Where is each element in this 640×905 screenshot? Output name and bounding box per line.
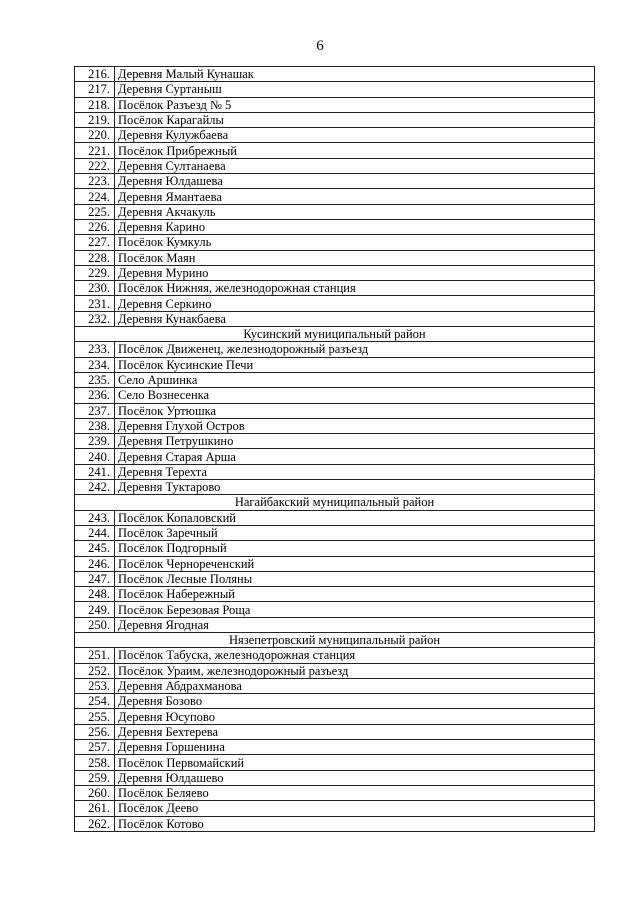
table-row <box>75 112 595 127</box>
row-number: 249. <box>75 602 115 617</box>
table-row <box>75 801 595 816</box>
row-number: 246. <box>75 556 115 571</box>
settlement-name: Посёлок Разъезд № 5 <box>115 97 595 112</box>
table-row <box>75 372 595 387</box>
table-row <box>75 418 595 433</box>
table-row <box>75 235 595 250</box>
settlement-name: Деревня Петрушкино <box>115 434 595 449</box>
row-number: 223. <box>75 174 115 189</box>
table-row <box>75 464 595 479</box>
settlement-name: Посёлок Маян <box>115 250 595 265</box>
settlement-name: Село Вознесенка <box>115 388 595 403</box>
settlement-name: Посёлок Первомайский <box>115 755 595 770</box>
row-number: 230. <box>75 281 115 296</box>
settlement-name: Посёлок Деево <box>115 801 595 816</box>
row-number: 247. <box>75 571 115 586</box>
table-row <box>75 388 595 403</box>
settlement-name: Деревня Карино <box>115 219 595 234</box>
row-number: 228. <box>75 250 115 265</box>
settlement-name: Деревня Глухой Остров <box>115 418 595 433</box>
settlement-name: Деревня Суртаныш <box>115 82 595 97</box>
table-row <box>75 770 595 785</box>
settlement-name: Деревня Бозово <box>115 694 595 709</box>
settlement-name: Деревня Ямантаева <box>115 189 595 204</box>
row-number: 224. <box>75 189 115 204</box>
row-number: 229. <box>75 265 115 280</box>
settlement-name: Посёлок Заречный <box>115 525 595 540</box>
settlement-name: Деревня Юлдашево <box>115 770 595 785</box>
settlement-name: Посёлок Карагайлы <box>115 112 595 127</box>
table-row <box>75 648 595 663</box>
table-row <box>75 82 595 97</box>
row-number: 227. <box>75 235 115 250</box>
table-row <box>75 587 595 602</box>
row-number: 255. <box>75 709 115 724</box>
settlement-name: Посёлок Кумкуль <box>115 235 595 250</box>
page-number: 6 <box>316 38 324 54</box>
row-number: 252. <box>75 663 115 678</box>
row-number: 222. <box>75 158 115 173</box>
table-row <box>75 663 595 678</box>
settlement-name: Деревня Абдрахманова <box>115 678 595 693</box>
table-body <box>75 67 595 832</box>
row-number: 243. <box>75 510 115 525</box>
table-row <box>75 709 595 724</box>
row-number: 216. <box>75 67 115 82</box>
table-row <box>75 265 595 280</box>
table-row <box>75 204 595 219</box>
table-row <box>75 403 595 418</box>
settlement-name: Посёлок Копаловский <box>115 510 595 525</box>
settlement-name: Посёлок Подгорный <box>115 541 595 556</box>
table-row <box>75 480 595 495</box>
table-row <box>75 281 595 296</box>
settlement-name: Деревня Бехтерева <box>115 724 595 739</box>
settlement-name: Деревня Малый Кунашак <box>115 67 595 82</box>
row-number: 258. <box>75 755 115 770</box>
district-header-row <box>75 495 595 510</box>
table-row <box>75 541 595 556</box>
table-row <box>75 602 595 617</box>
row-number: 226. <box>75 219 115 234</box>
row-number: 250. <box>75 617 115 632</box>
table-row <box>75 189 595 204</box>
table-row <box>75 617 595 632</box>
row-number: 218. <box>75 97 115 112</box>
settlement-name: Деревня Старая Арша <box>115 449 595 464</box>
table-row <box>75 449 595 464</box>
row-number: 260. <box>75 785 115 800</box>
table-row <box>75 296 595 311</box>
settlement-name: Посёлок Кусинские Печи <box>115 357 595 372</box>
settlement-name: Деревня Юлдашева <box>115 174 595 189</box>
settlement-name: Деревня Горшенина <box>115 740 595 755</box>
district-header-row <box>75 632 595 647</box>
table-row <box>75 67 595 82</box>
table-row <box>75 571 595 586</box>
table-row <box>75 174 595 189</box>
table-row <box>75 755 595 770</box>
settlement-name: Посёлок Движенец, железнодорожный разъезд <box>115 342 595 357</box>
row-number: 225. <box>75 204 115 219</box>
row-number: 238. <box>75 418 115 433</box>
table-row <box>75 724 595 739</box>
row-number: 221. <box>75 143 115 158</box>
settlement-name: Деревня Кулужбаева <box>115 128 595 143</box>
table-row <box>75 740 595 755</box>
row-number: 231. <box>75 296 115 311</box>
row-number: 261. <box>75 801 115 816</box>
settlement-name: Деревня Юсупово <box>115 709 595 724</box>
row-number: 262. <box>75 816 115 831</box>
row-number: 239. <box>75 434 115 449</box>
row-number: 251. <box>75 648 115 663</box>
settlement-name: Посёлок Табуска, железнодорожная станция <box>115 648 595 663</box>
row-number: 234. <box>75 357 115 372</box>
table-row <box>75 556 595 571</box>
district-name: Нагайбакский муниципальный район <box>75 495 595 510</box>
settlement-name: Посёлок Уртюшка <box>115 403 595 418</box>
settlement-name: Деревня Мурино <box>115 265 595 280</box>
settlement-name: Посёлок Прибрежный <box>115 143 595 158</box>
district-header-row <box>75 327 595 342</box>
row-number: 257. <box>75 740 115 755</box>
row-number: 240. <box>75 449 115 464</box>
row-number: 235. <box>75 372 115 387</box>
settlement-name: Посёлок Лесные Поляны <box>115 571 595 586</box>
district-name: Нязепетровский муниципальный район <box>75 632 595 647</box>
row-number: 242. <box>75 480 115 495</box>
table-row <box>75 342 595 357</box>
settlement-name: Посёлок Котово <box>115 816 595 831</box>
table-row <box>75 128 595 143</box>
row-number: 254. <box>75 694 115 709</box>
row-number: 236. <box>75 388 115 403</box>
table-row <box>75 250 595 265</box>
settlement-name: Деревня Ягодная <box>115 617 595 632</box>
row-number: 248. <box>75 587 115 602</box>
row-number: 245. <box>75 541 115 556</box>
table-row <box>75 678 595 693</box>
settlement-name: Посёлок Нижняя, железнодорожная станция <box>115 281 595 296</box>
row-number: 256. <box>75 724 115 739</box>
settlement-name: Деревня Кунакбаева <box>115 311 595 326</box>
table-row <box>75 158 595 173</box>
settlement-name: Посёлок Березовая Роща <box>115 602 595 617</box>
settlement-name: Посёлок Набережный <box>115 587 595 602</box>
row-number: 244. <box>75 525 115 540</box>
table-row <box>75 97 595 112</box>
settlement-name: Деревня Султанаева <box>115 158 595 173</box>
table-row <box>75 143 595 158</box>
row-number: 253. <box>75 678 115 693</box>
settlement-name: Деревня Акчакуль <box>115 204 595 219</box>
settlement-name: Посёлок Ураим, железнодорожный разъезд <box>115 663 595 678</box>
row-number: 259. <box>75 770 115 785</box>
row-number: 232. <box>75 311 115 326</box>
table-row <box>75 816 595 831</box>
settlements-table <box>74 66 595 832</box>
row-number: 219. <box>75 112 115 127</box>
settlement-name: Деревня Туктарово <box>115 480 595 495</box>
settlement-name: Посёлок Чернореченский <box>115 556 595 571</box>
settlement-name: Посёлок Беляево <box>115 785 595 800</box>
settlement-name: Деревня Терехта <box>115 464 595 479</box>
settlement-name: Село Аршинка <box>115 372 595 387</box>
row-number: 220. <box>75 128 115 143</box>
table-row <box>75 525 595 540</box>
settlement-name: Деревня Серкино <box>115 296 595 311</box>
table-row <box>75 510 595 525</box>
district-name: Кусинский муниципальный район <box>75 327 595 342</box>
row-number: 233. <box>75 342 115 357</box>
row-number: 217. <box>75 82 115 97</box>
table-row <box>75 434 595 449</box>
table-row <box>75 785 595 800</box>
table-row <box>75 219 595 234</box>
table-row <box>75 311 595 326</box>
table-row <box>75 357 595 372</box>
row-number: 237. <box>75 403 115 418</box>
table-row <box>75 694 595 709</box>
row-number: 241. <box>75 464 115 479</box>
